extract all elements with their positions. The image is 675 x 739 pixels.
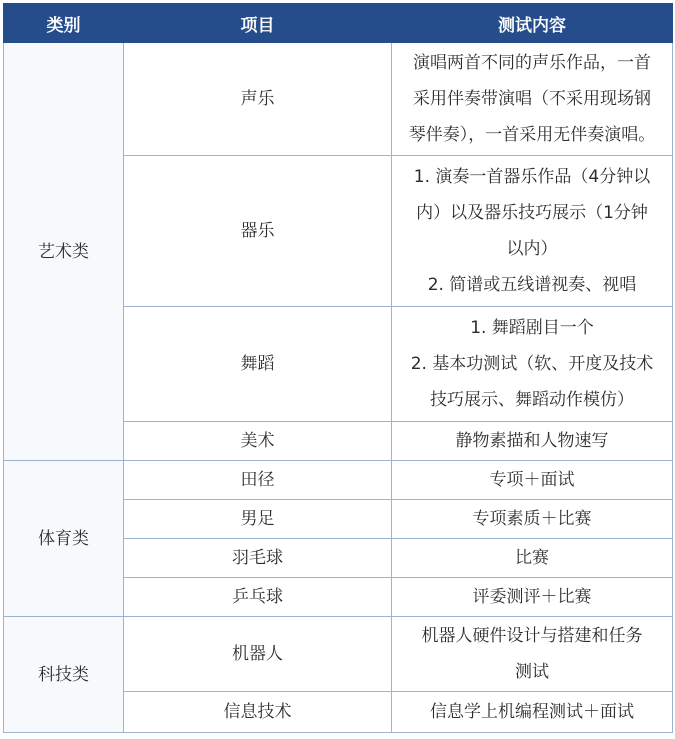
content-cell (392, 307, 673, 422)
content-line: 专项素质＋比赛 (472, 509, 592, 529)
content-line: 以内） (506, 239, 558, 259)
item-cell: 器乐 (124, 156, 392, 307)
content-cell (392, 617, 673, 692)
item-cell: 乒乓球 (124, 578, 392, 617)
content-line: 内）以及器乐技巧展示（1分钟 (416, 203, 648, 223)
table-row (4, 43, 673, 156)
content-line: 机器人硬件设计与搭建和任务 (421, 626, 643, 646)
item-cell: 男足 (124, 500, 392, 539)
content-cell (392, 692, 673, 733)
header-category: 类别 (4, 4, 124, 43)
content-line: 静物素描和人物速写 (455, 431, 609, 451)
item-cell: 机器人 (124, 617, 392, 692)
content-line: 1. 演奏一首器乐作品（4分钟以 (413, 167, 651, 187)
table-row (4, 617, 673, 692)
content-line: 比赛 (515, 548, 549, 568)
content-line: 评委测评＋比赛 (472, 587, 592, 607)
item-cell: 信息技术 (124, 692, 392, 733)
item-cell: 羽毛球 (124, 539, 392, 578)
content-cell (392, 43, 673, 156)
content-line: 演唱两首不同的声乐作品，一首 (413, 53, 651, 73)
content-line: 1. 舞蹈剧目一个 (470, 318, 594, 338)
content-cell (392, 461, 673, 500)
item-cell: 田径 (124, 461, 392, 500)
header-content: 测试内容 (392, 4, 673, 43)
content-line: 技巧展示、舞蹈动作模仿） (430, 390, 634, 410)
category-cell: 艺术类 (4, 43, 124, 461)
content-cell (392, 578, 673, 617)
content-cell (392, 500, 673, 539)
table-row (4, 461, 673, 500)
content-line: 信息学上机编程测试＋面试 (430, 702, 634, 722)
content-line: 2. 简谱或五线谱视奏、视唱 (427, 275, 637, 295)
item-cell: 美术 (124, 422, 392, 461)
item-cell: 舞蹈 (124, 307, 392, 422)
category-cell: 科技类 (4, 617, 124, 733)
content-line: 2. 基本功测试（软、开度及技术 (410, 354, 654, 374)
content-cell (392, 539, 673, 578)
table-header-row (4, 4, 673, 43)
content-cell (392, 422, 673, 461)
content-line: 专项＋面试 (489, 470, 575, 490)
item-cell: 声乐 (124, 43, 392, 156)
content-line: 采用伴奏带演唱（不采用现场钢 (413, 89, 651, 109)
content-line: 测试 (515, 662, 549, 682)
content-line: 琴伴奏），一首采用无伴奏演唱。 (408, 125, 656, 145)
header-item: 项目 (124, 4, 392, 43)
content-cell (392, 156, 673, 307)
test-content-table (3, 3, 673, 733)
category-cell: 体育类 (4, 461, 124, 617)
